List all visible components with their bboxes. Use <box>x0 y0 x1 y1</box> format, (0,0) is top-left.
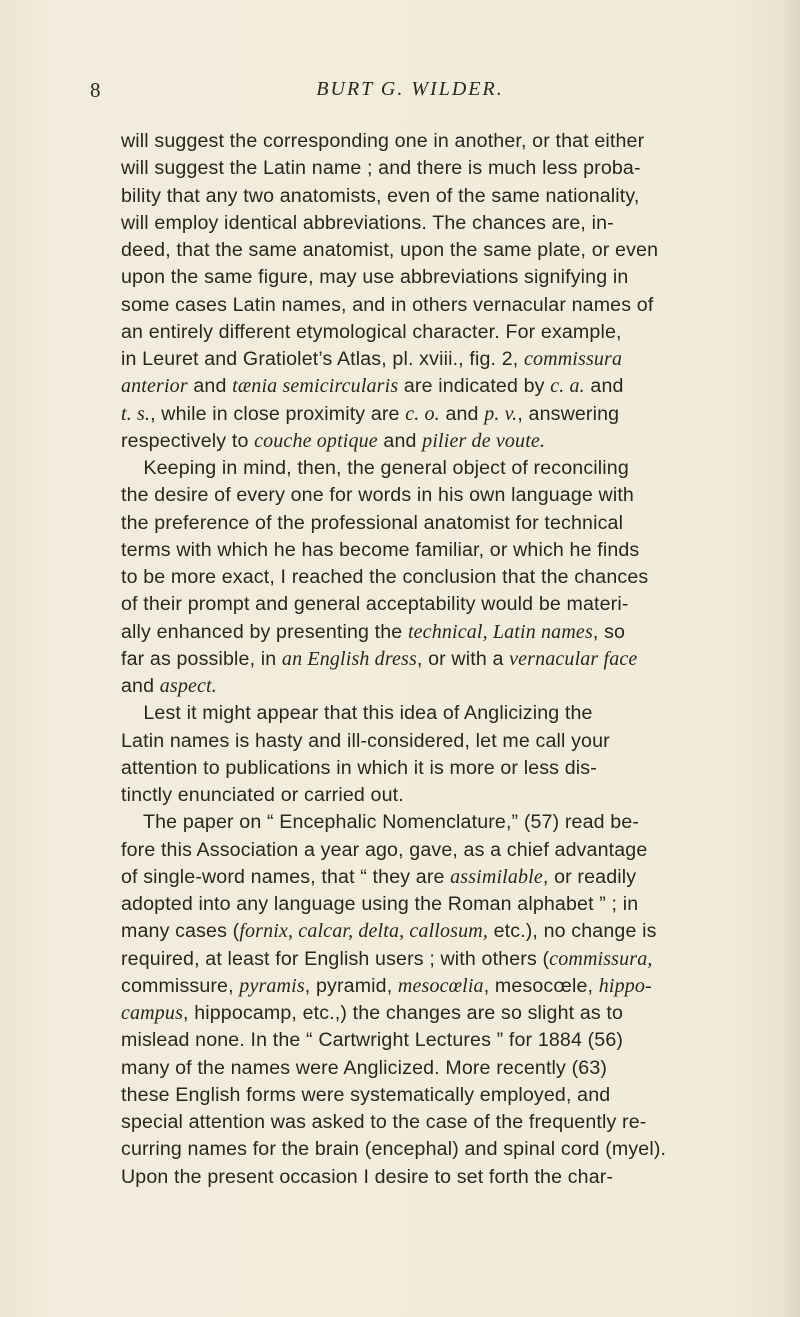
text-line <box>121 264 753 291</box>
text-line <box>121 128 753 155</box>
text-line <box>121 1027 753 1054</box>
text-run: many cases ( <box>121 920 240 943</box>
text-run: and <box>121 675 160 697</box>
text-run: , so <box>592 620 626 643</box>
text-run: etc.), no change is <box>487 920 657 943</box>
text-run: an entirely different etymological character. For example, <box>121 320 622 343</box>
text-line <box>121 1164 753 1191</box>
italic-term: commissura, <box>549 947 653 970</box>
text-run: attention to publications in which it is more or less dis- <box>121 756 597 779</box>
italic-term: fornix, calcar, delta, callosum, <box>239 920 488 943</box>
text-run: Upon the present occasion I desire to set forth the char- <box>121 1165 614 1188</box>
text-run: Latin names is hasty and ill-considered, let me call your <box>121 729 610 752</box>
text-line <box>121 537 753 564</box>
text-line <box>121 619 753 646</box>
text-run: , mesocœle, <box>483 974 599 997</box>
text-line <box>121 782 753 809</box>
text-run: will suggest the Latin name ; and there is much less proba- <box>121 157 641 180</box>
text-line <box>121 891 753 918</box>
text-run: , hippocamp, etc.,) the changes are so slight as to <box>183 1002 624 1024</box>
text-run: adopted into any language using the Roman alphabet ” ; in <box>121 893 639 915</box>
italic-term: commissura <box>523 348 623 370</box>
text-run: ally enhanced by presenting the <box>121 620 408 643</box>
text-line <box>121 1055 753 1082</box>
italic-term: technical, Latin names <box>407 620 593 643</box>
running-head <box>90 78 730 108</box>
text-run: some cases Latin names, and in others vernacular names of <box>121 293 654 316</box>
text-run: and <box>377 429 423 452</box>
italic-term: pilier de voute. <box>422 429 546 452</box>
text-line <box>121 973 753 1000</box>
text-run: and <box>187 375 233 398</box>
text-run: many of the names were Anglicized. More recently (63) <box>121 1056 608 1079</box>
text-run: upon the same figure, may use abbreviations signifying in <box>121 266 629 289</box>
italic-term: tænia semicircularis <box>232 375 399 398</box>
italic-term: t. s. <box>121 402 151 425</box>
text-run: curring names for the brain (encephal) and spinal cord (myel). <box>121 1138 667 1161</box>
body-text <box>121 128 753 1191</box>
text-line <box>121 155 753 182</box>
text-run: deed, that the same anatomist, upon the same plate, or even <box>121 239 659 261</box>
text-run: the desire of every one for words in his own language with <box>121 484 634 507</box>
italic-term: assimilable <box>450 865 543 888</box>
text-run: and <box>584 375 624 398</box>
italic-term: couche optique <box>254 429 378 452</box>
text-line <box>121 237 753 264</box>
text-run: , or with a <box>416 647 510 670</box>
text-run: tinctly enunciated or carried out. <box>121 784 404 806</box>
text-line <box>121 1000 753 1027</box>
italic-term: anterior <box>121 375 188 398</box>
text-run: of single-word names, that “ they are <box>121 865 451 888</box>
text-run: in Leuret and Gratiolet’s Atlas, pl. xviii., fig. 2, <box>121 348 524 370</box>
text-run: are indicated by <box>398 375 551 398</box>
text-run: fore this Association a year ago, gave, as a chief advantage <box>121 838 648 861</box>
italic-term: vernacular face <box>509 647 638 670</box>
text-line <box>121 918 753 945</box>
text-run: and <box>439 402 485 425</box>
text-run: far as possible, in <box>121 647 282 670</box>
text-line <box>121 346 753 373</box>
text-line <box>121 319 753 346</box>
text-run: , or readily <box>542 865 637 888</box>
text-run: of their prompt and general acceptability would be materi- <box>121 593 629 616</box>
text-line <box>121 646 753 673</box>
text-line <box>121 292 753 319</box>
text-line <box>121 564 753 591</box>
text-line <box>121 946 753 973</box>
italic-term: campus <box>121 1002 184 1024</box>
italic-term: aspect. <box>159 675 217 697</box>
text-run: , answering <box>517 402 620 425</box>
text-line <box>121 809 753 836</box>
text-line <box>121 755 753 782</box>
text-run: special attention was asked to the case of the frequently re- <box>121 1111 647 1133</box>
text-line <box>121 210 753 237</box>
text-run: these English forms were systematically employed, and <box>121 1083 611 1106</box>
italic-term: p. v. <box>484 402 518 425</box>
text-run: respectively to <box>121 429 255 452</box>
text-run: terms with which he has become familiar, or which he finds <box>121 538 640 561</box>
text-line <box>121 837 753 864</box>
text-line <box>121 864 753 891</box>
text-line <box>121 482 753 509</box>
text-line <box>121 428 753 455</box>
text-run: the preference of the professional anatomist for technical <box>121 511 624 534</box>
text-run: , while in close proximity are <box>150 402 406 425</box>
text-line <box>121 401 753 428</box>
text-run: Lest it might appear that this idea of Anglicizing the <box>121 702 593 725</box>
text-run: commissure, <box>121 974 240 997</box>
text-line <box>121 183 753 210</box>
text-line <box>121 1136 753 1163</box>
italic-term: pyramis <box>239 974 305 997</box>
text-line <box>121 1109 753 1136</box>
text-line <box>121 673 753 700</box>
text-line <box>121 455 753 482</box>
text-run: Keeping in mind, then, the general object of reconciling <box>121 457 629 479</box>
text-run: will employ identical abbreviations. The chances are, in- <box>121 211 614 234</box>
italic-term: an English dress <box>281 647 417 670</box>
text-run: to be more exact, I reached the conclusion that the chances <box>121 566 649 588</box>
text-run: will suggest the corresponding one in another, or that either <box>121 130 645 152</box>
text-line <box>121 591 753 618</box>
text-run: bility that any two anatomists, even of the same nationality, <box>121 184 640 207</box>
text-line <box>121 1082 753 1109</box>
page-edge-shadow <box>782 0 800 1317</box>
text-line <box>121 700 753 727</box>
text-line <box>121 373 753 400</box>
italic-term: mesocœlia <box>397 974 484 997</box>
running-title: BURT G. WILDER. <box>316 78 504 100</box>
page-number: 8 <box>90 78 101 102</box>
text-run: required, at least for English users ; with others ( <box>121 947 550 970</box>
italic-term: c. a. <box>550 375 585 398</box>
text-run: , pyramid, <box>304 974 398 997</box>
italic-term: c. o. <box>405 402 440 425</box>
text-line <box>121 510 753 537</box>
text-run: The paper on “ Encephalic Nomenclature,” (57) read be- <box>121 811 640 834</box>
text-run: mislead none. In the “ Cartwright Lectures ” for 1884 (56) <box>121 1029 624 1052</box>
text-line <box>121 728 753 755</box>
italic-term: hippo- <box>598 974 652 997</box>
